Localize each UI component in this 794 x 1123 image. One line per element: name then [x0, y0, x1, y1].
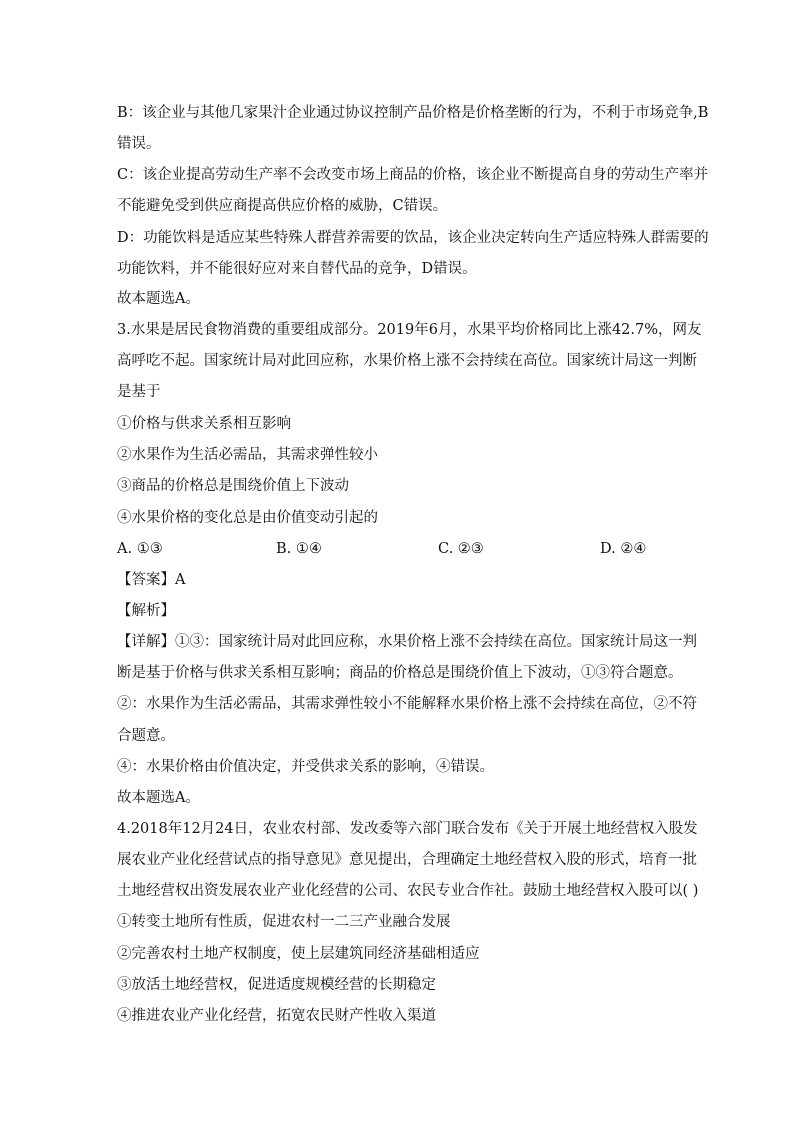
q2-option-c-analysis-line1: C：该企业提高劳动生产率不会改变市场上商品的价格，该企业不断提高自身的劳动生产率并: [117, 167, 709, 183]
q4-item-4: ④推进农业产业化经营，拓宽农民财产性收入渠道: [117, 1008, 436, 1024]
q4-item-1: ①转变土地所有性质，促进农村一二三产业融合发展: [117, 914, 451, 930]
q3-option-a: A. ①③: [117, 541, 163, 557]
q2-option-d-analysis-line1: D：功能饮料是适应某些特殊人群营养需要的饮品，该企业决定转向生产适应特殊人群需要的: [117, 230, 709, 246]
q3-detail-line3: ②：水果作为生活必需品，其需求弹性较小不能解释水果价格上涨不会持续在高位，②不符: [117, 696, 697, 712]
q3-option-b: B. ①④: [276, 541, 322, 557]
q4-item-2: ②完善农村土地产权制度，使上层建筑同经济基础相适应: [117, 946, 480, 962]
q3-item-3: ③商品的价格总是围绕价值上下波动: [117, 478, 349, 494]
q4-item-3: ③放活土地经营权，促进适度规模经营的长期稳定: [117, 977, 436, 993]
q4-stem-line1: 4.2018年12月24日，农业农村部、发改委等六部门联合发布《关于开展土地经营权入股发: [117, 821, 698, 837]
q2-option-c-analysis-line2: 不能避免受到供应商提高供应价格的威胁，C错误。: [117, 198, 448, 214]
q4-stem-line3: 土地经营权出资发展农业产业化经营的公司、农民专业合作社。鼓励土地经营权入股可以( ): [117, 883, 699, 899]
q3-conclusion: 故本题选A。: [117, 790, 200, 806]
q3-stem-line1: 3.水果是居民食物消费的重要组成部分。2019年6月，水果平均价格同比上涨42.7%，网友: [117, 322, 702, 338]
q3-stem-line3: 是基于: [117, 384, 161, 400]
q2-option-b-analysis-line1: B：该企业与其他几家果汁企业通过协议控制产品价格是价格垄断的行为，不利于市场竞争,B: [117, 105, 709, 121]
q3-detail-line5: ④：水果价格由价值决定，并受供求关系的影响，④错误。: [117, 759, 494, 775]
q3-item-1: ①价格与供求关系相互影响: [117, 416, 291, 432]
q3-stem-line2: 高呼吃不起。国家统计局对此回应称，水果价格上涨不会持续在高位。国家统计局这一判断: [117, 353, 697, 369]
q3-detail-line2: 断是基于价格与供求关系相互影响；商品的价格总是围绕价值上下波动，①③符合题意。: [117, 665, 683, 681]
q3-option-c: C. ②③: [438, 541, 484, 557]
q2-conclusion: 故本题选A。: [117, 291, 200, 307]
q3-detail-line4: 合题意。: [117, 728, 175, 744]
q2-option-d-analysis-line2: 功能饮料，并不能很好应对来自替代品的竞争，D错误。: [117, 261, 477, 277]
q3-option-d: D. ②④: [600, 541, 647, 557]
q3-detail-line1: 【详解】①③：国家统计局对此回应称，水果价格上涨不会持续在高位。国家统计局这一判: [117, 634, 697, 650]
q3-item-2: ②水果作为生活必需品，其需求弹性较小: [117, 447, 378, 463]
q2-option-b-analysis-line2: 错误。: [117, 136, 161, 152]
q3-analysis-label: 【解析】: [117, 603, 175, 619]
q3-answer: 【答案】A: [117, 572, 186, 588]
q4-stem-line2: 展农业产业化经营试点的指导意见》意见提出，合理确定土地经营权入股的形式，培育一批: [117, 852, 697, 868]
q3-item-4: ④水果价格的变化总是由价值变动引起的: [117, 510, 378, 526]
